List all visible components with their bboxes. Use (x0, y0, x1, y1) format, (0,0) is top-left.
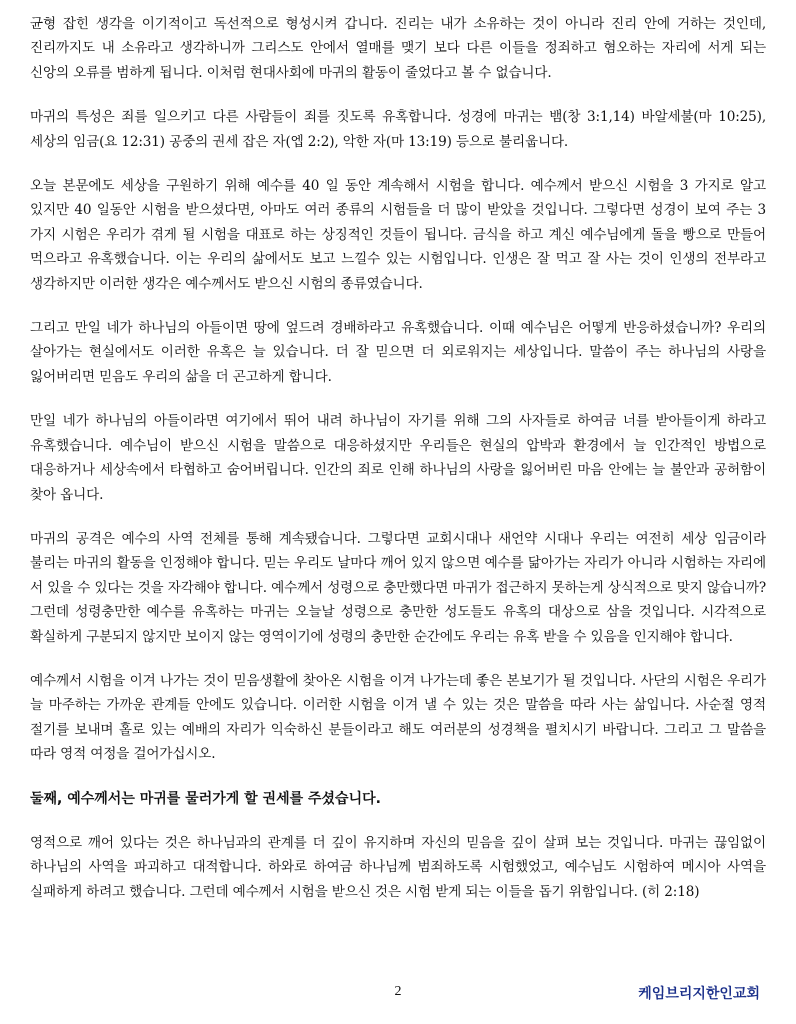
church-name-footer: 케임브리지한인교회 (638, 986, 760, 1002)
section-heading: 둘째, 예수께서는 마귀를 물러가게 할 권세를 주셨습니다. (30, 790, 381, 807)
closing-paragraph: 영적으로 깨어 있다는 것은 하나님과의 관계를 더 깊이 유지하며 자신의 믿음을 깊이 살펴 보는 것입니다. 마귀는 끊임없이 하나님의 사역을 파괴하고 대적합니다. 하와로 하여금 하나님께 범죄하도록 시험했었고, 예수님도 시험하여 메시아 사역을 실패하게 하려고 했습니다. 그런데 예수께서 시험을 받으신 것은 시험 받게 되는 이들을 돕기 위함입니다. (히 2:18) (30, 834, 766, 900)
body-paragraph: 마귀의 공격은 예수의 사역 전체를 통해 계속됐습니다. 그렇다면 교회시대나 새언약 시대나 우리는 여전히 세상 임금이라 불리는 마귀의 활동을 인정해야 합니다. 믿는 우리도 날마다 깨어 있지 않으면 예수를 닮아가는 자리가 아니라 시험하는 자리에 서 있을 수 있다는 것을 자각해야 합니다. 예수께서 성령으로 충만했다면 마귀가 접근하지 못하는게 상식적으로 맞지 않습니까? 그런데 성령충만한 예수를 유혹하는 마귀는 오늘날 성령으로 충만한 성도들도 유혹의 대상으로 삼을 것입니다. 시각적으로 확실하게 구분되지 않지만 보이지 않는 영역이기에 성령의 충만한 순간에도 우리는 유혹 받을 수 있음을 인지해야 합니다. (30, 530, 766, 645)
page-number: 2 (394, 984, 402, 999)
body-paragraph: 마귀의 특성은 죄를 일으키고 다른 사람들이 죄를 짓도록 유혹합니다. 성경에 마귀는 뱀(창 3:1,14) 바알세불(마 10:25), 세상의 임금(요 12:31) 공중의 권세 잡은 자(엡 2:2), 악한 자(마 13:19) 등으로 불리웁니다. (30, 109, 766, 150)
body-paragraph: 예수께서 시험을 이겨 나가는 것이 믿음생활에 찾아온 시험을 이겨 나가는데 좋은 본보기가 될 것입니다. 사단의 시험은 우리가 늘 마주하는 가까운 관계들 안에도 있습니다. 이러한 시험을 이겨 낼 수 있는 것은 말씀을 따라 사는 삶입니다. 사순절 영적 절기를 보내며 홀로 있는 예배의 자리가 익숙하신 분들이라고 해도 여러분의 성경책을 펼치시기 바랍니다. 그리고 그 말씀을 따라 영적 여정을 걸어가십시오. (30, 672, 766, 763)
body-paragraph: 그리고 만일 네가 하나님의 아들이면 땅에 엎드려 경배하라고 유혹했습니다. 이때 예수님은 어떻게 반응하셨습니까? 우리의 살아가는 현실에서도 이러한 유혹은 늘 있습니다. 더 잘 믿으면 더 외로워지는 세상입니다. 말씀이 주는 하나님의 사랑을 잃어버리면 믿음도 우리의 삶을 더 곤고하게 합니다. (30, 320, 766, 385)
body-paragraph: 균형 잡힌 생각을 이기적이고 독선적으로 형성시켜 갑니다. 진리는 내가 소유하는 것이 아니라 진리 안에 거하는 것인데, 진리까지도 내 소유라고 생각하니까 그리스도 안에서 열매를 맺기 보다 다른 이들을 정죄하고 혐오하는 자리에 서게 되는 신앙의 오류를 범하게 됩니다. 이처럼 현대사회에 마귀의 활동이 줄었다고 볼 수 없습니다. (30, 16, 766, 81)
body-paragraph: 오늘 본문에도 세상을 구원하기 위해 예수를 40 일 동안 계속해서 시험을 합니다. 예수께서 받으신 시험을 3 가지로 알고 있지만 40 일동안 시험을 받으셨다면, 아마도 여러 종류의 시험들을 더 많이 받았을 것입니다. 그렇다면 성경이 보여 주는 3 가지 시험은 우리가 겪게 될 시험을 대표로 하는 상징적인 것들이 됩니다. 금식을 하고 계신 예수님에게 돌을 빵으로 만들어 먹으라고 유혹했습니다. 이는 우리의 삶에서도 보고 느낄수 있는 시험입니다. 인생은 잘 먹고 잘 사는 것이 인생의 전부라고 생각하지만 이러한 생각은 예수께서도 받으신 시험의 종류였습니다. (30, 178, 766, 292)
document-page (30, 12, 766, 924)
body-paragraph: 만일 네가 하나님의 아들이라면 여기에서 뛰어 내려 하나님이 자기를 위해 그의 사자들로 하여금 너를 받아들이게 하라고 유혹했습니다. 예수님이 받으신 시험을 말씀으로 대응하셨지만 우리들은 현실의 압박과 환경에서 늘 인간적인 방법으로 대응하거나 세상속에서 타협하고 숨어버립니다. 인간의 죄로 인해 하나님의 사랑을 잃어버린 마음 안에는 늘 불안과 공허함이 찾아 옵니다. (30, 413, 766, 503)
